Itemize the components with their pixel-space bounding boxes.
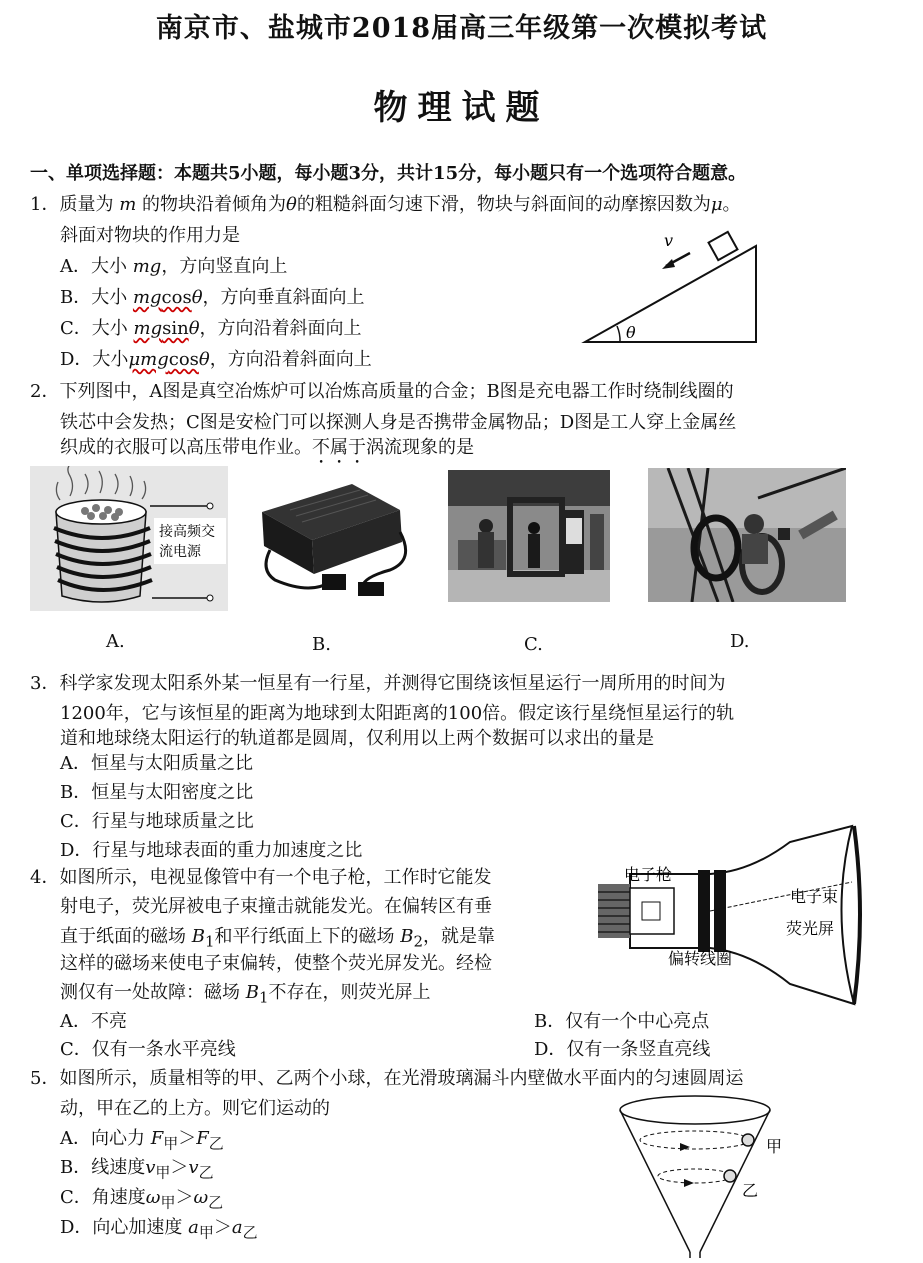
screen-label: 荧光屏 — [786, 919, 835, 938]
q5-stem-2: 动，甲在乙的上方。则它们运动的 — [60, 1098, 330, 1119]
caption-a: A. — [106, 631, 125, 652]
furnace-label-1: 接高频交 — [159, 524, 215, 540]
subject-title: 物理试题 — [373, 88, 550, 128]
q4-stem-1: 4．如图所示，电视显像管中有一个电子枪，工作时它能发 — [30, 867, 492, 888]
q1-option-a: A．大小 mg，方向竖直向上 — [60, 256, 288, 277]
q3-option-d: D．行星与地球表面的重力加速度之比 — [60, 840, 363, 861]
q4-stem-2: 射电子，荧光屏被电子束撞击就能发光。在偏转区有垂 — [60, 896, 492, 917]
figure-c-security-gate — [448, 470, 610, 602]
ball-yi-label: 乙 — [742, 1181, 759, 1200]
q1-stem-2: 斜面对物块的作用力是 — [60, 225, 240, 246]
q5-option-c: C．角速度$\omega_甲>\omega_乙$ — [60, 1187, 224, 1212]
q4-option-c: C．仅有一条水平亮线 — [60, 1039, 236, 1060]
q4-stem-4: 这样的磁场来使电子束偏转，使整个荧光屏发光。经检 — [60, 953, 492, 974]
q2-stem-3: 织成的衣服可以高压带电作业。不属于涡流现象的是 — [60, 437, 474, 458]
figure-a-furnace — [30, 466, 228, 611]
q3-stem-1: 3．科学家发现太阳系外某一恒星有一行星，并测得它围绕该恒星运行一周所用的时间为 — [30, 673, 726, 694]
q4-option-d: D．仅有一条竖直亮线 — [534, 1039, 711, 1060]
funnel-figure — [610, 1090, 810, 1258]
q1-option-c: C．大小 mgsinθ，方向沿着斜面向上 — [60, 318, 362, 339]
q4-stem-3: 直于纸面的磁场 $B_1$和平行纸面上下的磁场 $B_2$，就是靠 — [60, 926, 496, 951]
q2-stem-1: 2．下列图中，A图是真空冶炼炉可以冶炼高质量的合金；B图是充电器工作时绕制线圈的 — [30, 381, 734, 402]
q3-option-b: B．恒星与太阳密度之比 — [60, 782, 254, 803]
caption-d: D. — [730, 631, 750, 652]
exam-title: 南京市、盐城市2018届高三年级第一次模拟考试 — [155, 13, 768, 44]
caption-b: B. — [312, 634, 331, 655]
q4-option-b: B．仅有一个中心亮点 — [534, 1011, 710, 1032]
incline-figure — [580, 228, 770, 348]
electron-gun-label: 电子枪 — [624, 865, 673, 884]
q3-option-a: A．恒星与太阳质量之比 — [60, 753, 253, 774]
figure-b-charger — [250, 470, 420, 602]
q1-option-d: D．大小μmgcosθ，方向沿着斜面向上 — [60, 349, 372, 370]
q3-stem-3: 道和地球绕太阳运行的轨道都是圆周，仅利用以上两个数据可以求出的量是 — [60, 728, 654, 749]
q1-stem: 1．质量为 m 的物块沿着倾角为θ的粗糙斜面匀速下滑，物块与斜面间的动摩擦因数为μ。 — [30, 194, 741, 215]
q1-option-b: B．大小 mgcosθ，方向垂直斜面向上 — [60, 287, 365, 308]
q5-option-d: D．向心加速度 $a_甲>a_乙$ — [60, 1217, 258, 1242]
velocity-label: v — [664, 231, 674, 250]
q5-option-b: B．线速度$v_甲>v_乙$ — [60, 1157, 214, 1182]
ball-jia-label: 甲 — [766, 1137, 783, 1156]
emphasis-not: 不属于 — [312, 437, 366, 458]
q2-stem-2: 铁芯中会发热；C图是安检门可以探测人身是否携带金属物品；D图是工人穿上金属丝 — [60, 412, 737, 433]
crt-figure — [590, 822, 862, 1010]
coil-label: 偏转线圈 — [668, 949, 733, 968]
figure-d-lineman — [648, 468, 846, 602]
section-heading: 一、单项选择题：本题共5小题，每小题3分，共计15分，每小题只有一个选项符合题意。 — [30, 163, 747, 184]
angle-label: θ — [626, 323, 636, 342]
caption-c: C. — [524, 634, 543, 655]
q5-option-a: A．向心力 $F_甲>F_乙$ — [60, 1128, 224, 1153]
furnace-label-2: 流电源 — [159, 544, 201, 560]
q3-stem-2: 1200年，它与该恒星的距离为地球到太阳距离的100倍。假定该行星绕恒星运行的轨 — [60, 703, 735, 724]
q4-stem-5: 测仅有一处故障：磁场 $B_1$不存在，则荧光屏上 — [60, 982, 431, 1007]
q5-stem-1: 5．如图所示，质量相等的甲、乙两个小球，在光滑玻璃漏斗内壁做水平面内的匀速圆周运 — [30, 1068, 744, 1089]
q3-option-c: C．行星与地球质量之比 — [60, 811, 254, 832]
electron-beam-label: 电子束 — [790, 887, 839, 906]
q4-option-a: A．不亮 — [60, 1011, 127, 1032]
